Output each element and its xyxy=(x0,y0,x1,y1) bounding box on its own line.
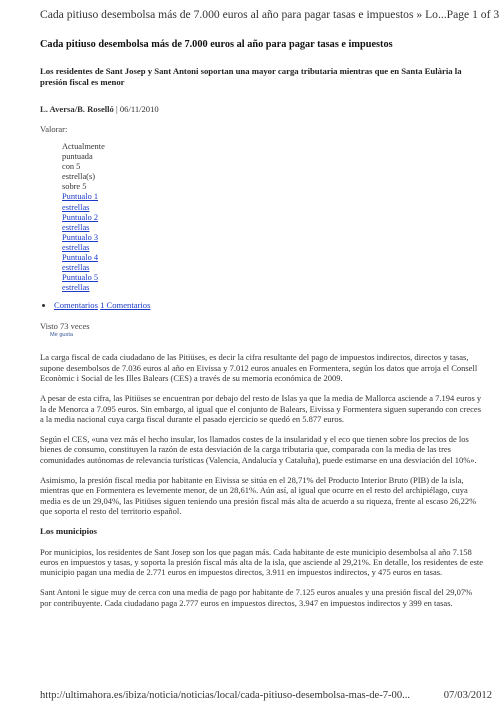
rate-link-text: estrellas xyxy=(62,202,90,212)
rate-link-text: estrellas xyxy=(62,263,90,273)
rating-status-line: estrella(s) xyxy=(62,172,96,182)
page-number: Page 1 of 3 xyxy=(446,7,500,21)
article-subtitle: Los residentes de Sant Josep y Sant Antoni soportan una mayor carga tributaria mientras que en Santa Eulària la presión fiscal es menor xyxy=(40,66,462,87)
rate-link-text: estrellas xyxy=(62,242,90,252)
rate-link-text: Puntualo 4 xyxy=(62,253,99,263)
comments-item xyxy=(54,300,484,310)
comments-list xyxy=(40,300,484,310)
section-heading: Los municipios xyxy=(40,526,97,537)
article-body xyxy=(40,352,484,608)
paragraph: Por municipios, los residentes de Sant Josep son los que pagan más. Cada habitante de este municipio desembolsa al año 7.158 euros en impuestos y tasas, y soporta la presión fiscal más alta de la isla, que asciende al 29,21%. En detalle, los residentes de este municipio pagan una media de 2.771 euros en impuestos directos, 3.911 en impuestos indirectos, y 475 euros en tasas. xyxy=(40,546,484,578)
like-button[interactable]: Me gusta xyxy=(50,332,74,339)
publish-date: | 06/11/2010 xyxy=(116,104,159,114)
comments-link[interactable]: Comentarios xyxy=(54,300,98,311)
comments-count-link[interactable]: 1 Comentarios xyxy=(100,300,151,311)
footer-date: 07/03/2012 xyxy=(443,689,492,701)
rating-status-line: Actualmente xyxy=(62,142,105,151)
rate-link-text: Puntualo 1 xyxy=(62,192,99,202)
rate-link-text: estrellas xyxy=(62,283,90,293)
paragraph: A pesar de esta cifra, las Pitiüses se encuentran por debajo del resto de Islas ya que la media de Mallorca asciende a 7.194 euros y la de Menorca a 7.095 euros. Sin embargo, al igual que el conjunto de Balears, Eivissa y Formentera siguen superando con creces a la media nacional cuya carga fiscal durante el pasado ejercicio se quedó en 5.877 euros. xyxy=(40,393,482,424)
paragraph: Asimismo, la presión fiscal media por habitante en Eivissa se sitúa en el 28,71% del Producto Interior Bruto (PIB) de la isla, mientras que en Formentera es levemente menor, de un 28,61%. Aún así, al igual que ocurre en el resto del archipiélago, cuya media es de un 29,04%, las Pitiüses siguen teniendo una presión fiscal más alta de acuerdo a su riqueza, frente al escaso 26,22% que soporta el resto del territorio español. xyxy=(40,475,477,516)
footer-url: http://ultimahora.es/ibiza/noticia/noticias/local/cada-pitiuso-desembolsa-mas-de-7-00... xyxy=(40,689,411,701)
view-count: Visto 73 veces xyxy=(40,321,90,332)
rate-link-text: Puntualo 2 xyxy=(62,212,99,222)
authors: L. Aversa/B. Roselló xyxy=(40,104,114,114)
rate-4-link[interactable] xyxy=(62,253,484,273)
rate-link-text: Puntualo 5 xyxy=(62,273,99,283)
rate-5-link[interactable] xyxy=(62,273,484,293)
print-header-title: Cada pitiuso desembolsa más de 7.000 euros al año para pagar tasas e impuestos » Lo... xyxy=(40,7,447,21)
rating-status-line: con 5 xyxy=(62,162,81,172)
print-header xyxy=(40,6,500,22)
article-title: Cada pitiuso desembolsa más de 7.000 euros al año para pagar tasas e impuestos xyxy=(40,39,393,50)
paragraph: La carga fiscal de cada ciudadano de las Pitiüses, es decir la cifra resultante del pago de impuestos indirectos, directos y tasas, supone desembolsos de 7.036 euros al año en Eivissa y 7.012 euros anuales en Formentera, según los datos que arroja el Consell Econòmic i Social de les Illes Balears (CES) a través de su memoria económica de 2009. xyxy=(40,352,478,383)
rate-link-text: Puntualo 3 xyxy=(62,232,99,242)
rating-label: Valorar: xyxy=(40,124,68,134)
rate-link-text: estrellas xyxy=(62,222,90,232)
rate-3-link[interactable] xyxy=(62,233,484,253)
rate-1-link[interactable] xyxy=(62,192,484,212)
byline xyxy=(40,104,484,114)
rate-2-link[interactable] xyxy=(62,213,484,233)
paragraph: Sant Antoni le sigue muy de cerca con una media de pago por habitante de 7.125 euros anuales y una presión fiscal del 29,07% por contribuyente. Cada ciudadano paga 2.777 euros en impuestos directos, 3.947 en impuestos indirectos y 399 en tasas. xyxy=(40,587,473,608)
paragraph: Según el CES, «una vez más el hecho insular, los llamados costes de la insularidad y el eco que tienen sobre los precios de los bienes de consumo, constituyen la razón de esta desviación de la carga tributaria que, comparada con la media de las tres comunidades autónomas de relevancia turísticas (Valencia, Andalucía y Cataluña), puede estimarse en una desviación del 10%». xyxy=(40,434,477,465)
rating-status-line: puntuada xyxy=(62,152,93,162)
rating-widget xyxy=(62,142,484,293)
rating-status-line: sobre 5 xyxy=(62,182,87,192)
article xyxy=(40,38,484,618)
print-footer xyxy=(40,688,492,702)
